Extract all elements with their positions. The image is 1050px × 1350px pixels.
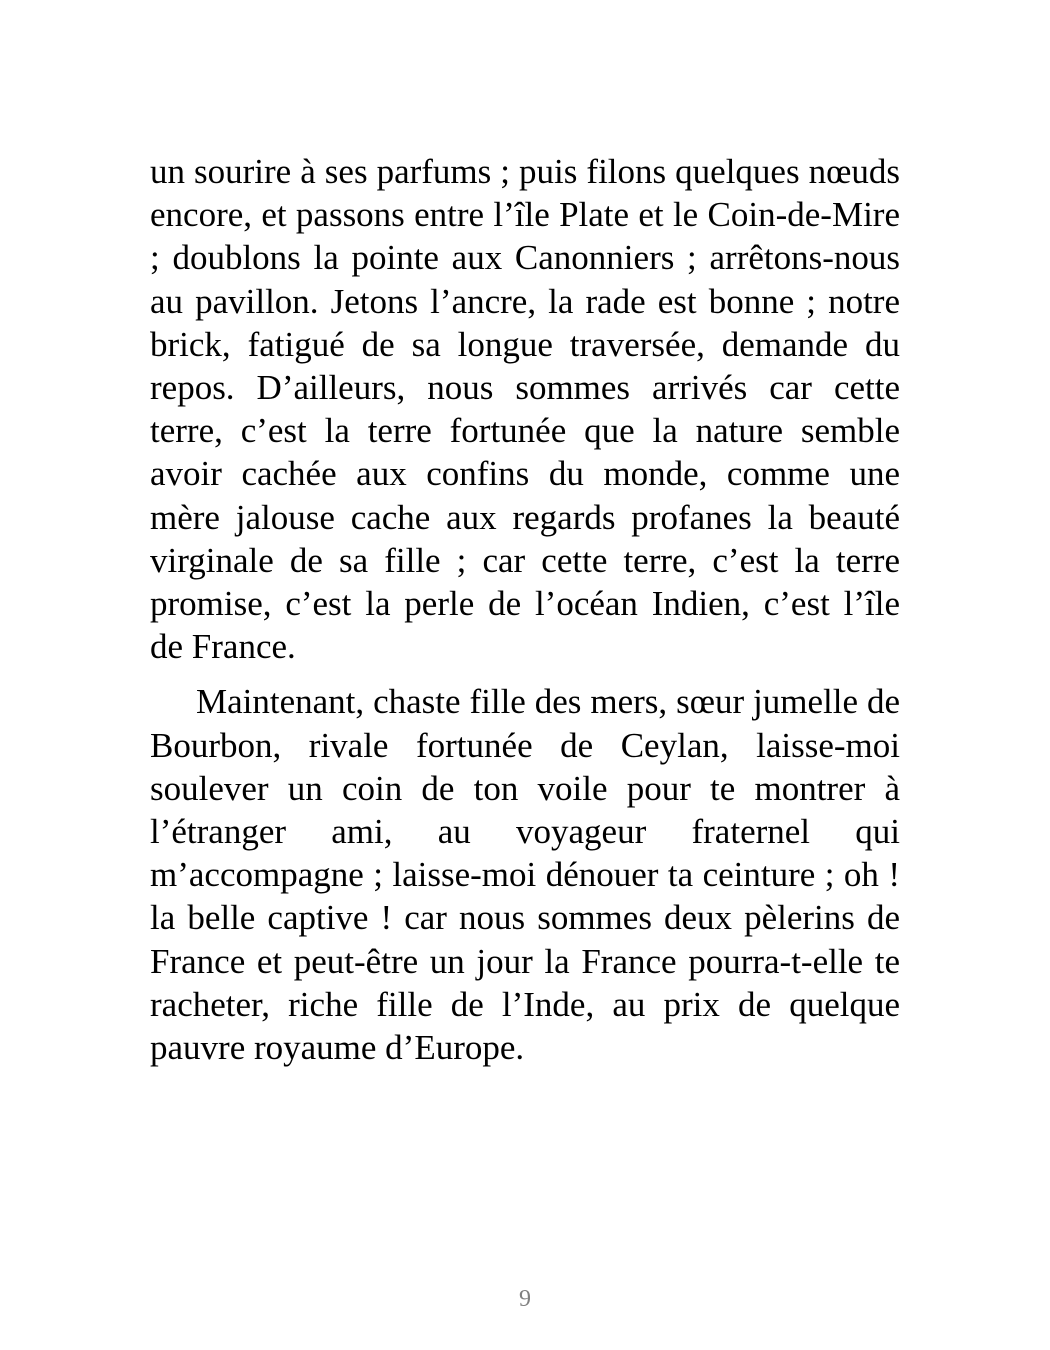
paragraph-continued: un sourire à ses parfums ; puis filons quelques nœuds encore, et passons entre l’île Plate et le Coin-de-Mire ; doublons la pointe aux Canonniers ; arrêtons-nous au pavillon. Jetons l’ancre, la rade est bonne ; notre brick, fatigué de sa longue traversée, demande du repos. D’ailleurs, nous sommes arrivés car cette terre, c’est la terre fortunée que la nature semble avoir cachée aux confins du monde, comme une mère jalouse cache aux regards profanes la beauté virginale de sa fille ; car cette terre, c’est la terre promise, c’est la perle de l’océan Indien, c’est l’île de France. (150, 152, 900, 667)
paragraph-maintenant: Maintenant, chaste fille des mers, sœur jumelle de Bourbon, rivale fortunée de Ceylan, laisse-moi soulever un coin de ton voile pour te montrer à l’étranger ami, au voyageur fraternel qui m’accompagne ; laisse-moi dénouer ta ceinture ; oh ! la belle captive ! car nous sommes deux pèlerins de France et peut-être un jour la France pourra-t-elle te racheter, riche fille de l’Inde, au prix de quelque pauvre royaume d’Europe. (150, 682, 900, 1068)
page-number: 9 (519, 1286, 531, 1312)
body-text (150, 150, 900, 1069)
